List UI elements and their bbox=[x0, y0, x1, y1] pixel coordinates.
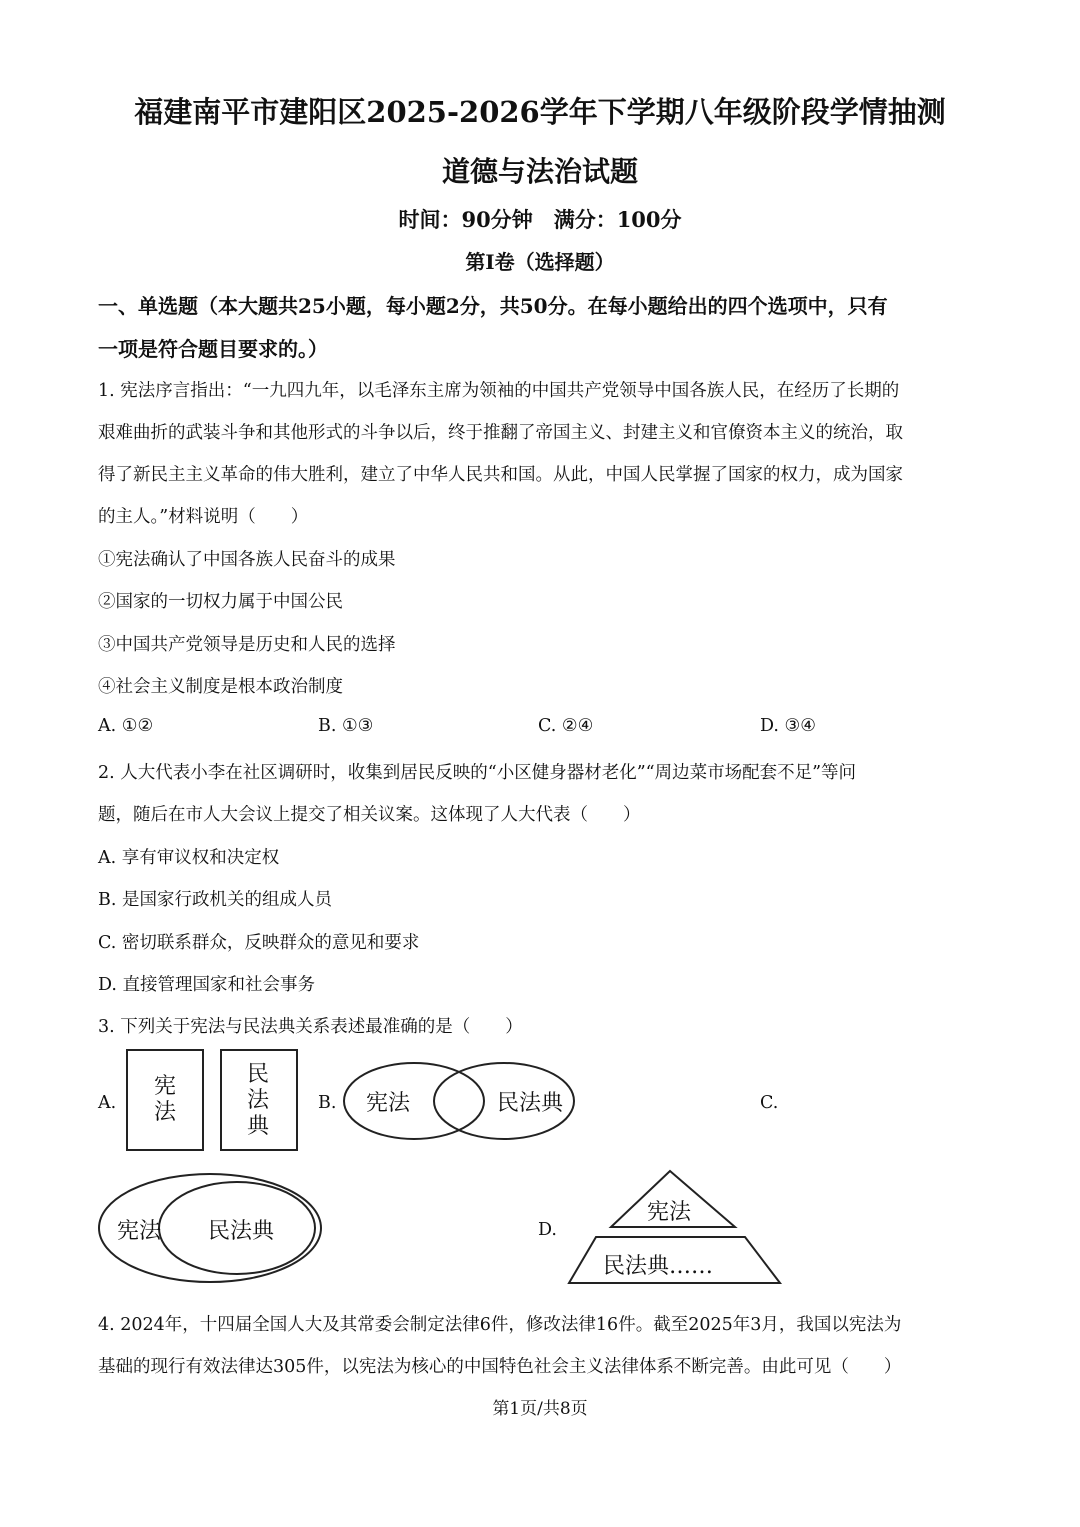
q1-stem-line: 的主人。”材料说明（ ） bbox=[98, 507, 309, 527]
q1-item: ①宪法确认了中国各族人民奋斗的成果 bbox=[98, 550, 396, 570]
q1-item: ②国家的一切权力属于中国公民 bbox=[98, 592, 343, 612]
q3-a-box2-text: 民 法 典 bbox=[246, 1062, 269, 1139]
q1-option-b[interactable]: B. ①③ bbox=[318, 716, 374, 736]
time-info: 时间：90分钟 满分：100分 bbox=[398, 207, 682, 232]
page-number: 第1页/共8页 bbox=[492, 1399, 588, 1419]
q2-option-a[interactable]: A. 享有审议权和决定权 bbox=[98, 848, 280, 868]
volume-title: 第Ⅰ卷（选择题） bbox=[465, 250, 615, 274]
q2-stem-line: 题，随后在市人大会议上提交了相关议案。这体现了人大代表（ ） bbox=[98, 805, 641, 825]
q1-item: ④社会主义制度是根本政治制度 bbox=[98, 677, 343, 697]
q3-option-a-label[interactable]: A. bbox=[98, 1093, 117, 1113]
q4-stem-line: 4. 2024年，十四届全国人大及其常委会制定法律6件，修改法律16件。截至2025年3月，我国以宪法为 bbox=[98, 1315, 902, 1335]
section-heading-line1: 一、单选题（本大题共25小题，每小题2分，共50分。在每小题给出的四个选项中，只有 bbox=[98, 294, 888, 318]
q1-option-a[interactable]: A. ①② bbox=[98, 716, 154, 736]
q1-option-c[interactable]: C. ②④ bbox=[538, 716, 594, 736]
q3-d-top-text: 宪法 bbox=[647, 1200, 692, 1225]
q3-c-inner-text: 民法典 bbox=[208, 1219, 275, 1244]
q3-b-right-text: 民法典 bbox=[497, 1091, 564, 1116]
q3-stem: 3. 下列关于宪法与民法典关系表述最准确的是（ ） bbox=[98, 1017, 523, 1037]
q2-option-c[interactable]: C. 密切联系群众，反映群众的意见和要求 bbox=[98, 933, 420, 953]
q4-stem-line: 基础的现行有效法律达305件，以宪法为核心的中国特色社会主义法律体系不断完善。由此可见（ ） bbox=[98, 1357, 902, 1377]
q2-option-b[interactable]: B. 是国家行政机关的组成人员 bbox=[98, 890, 332, 910]
q1-option-d[interactable]: D. ③④ bbox=[760, 716, 816, 736]
q3-option-d-label[interactable]: D. bbox=[538, 1220, 557, 1240]
q3-option-c-label[interactable]: C. bbox=[760, 1093, 779, 1113]
q1-stem-line: 1. 宪法序言指出：“一九四九年，以毛泽东主席为领袖的中国共产党领导中国各族人民，在经历了长期的 bbox=[98, 381, 900, 401]
q2-option-d[interactable]: D. 直接管理国家和社会事务 bbox=[98, 975, 316, 995]
q3-a-box1-text: 宪 法 bbox=[153, 1074, 176, 1125]
q2-stem-line: 2. 人大代表小李在社区调研时，收集到居民反映的“小区健身器材老化”“周边菜市场配套不足”等问 bbox=[98, 763, 857, 783]
q3-option-b-label[interactable]: B. bbox=[318, 1093, 337, 1113]
q1-stem-line: 艰难曲折的武装斗争和其他形式的斗争以后，终于推翻了帝国主义、封建主义和官僚资本主义的统治，取 bbox=[98, 423, 903, 443]
q1-item: ③中国共产党领导是历史和人民的选择 bbox=[98, 635, 396, 655]
q3-c-outer-text: 宪法 bbox=[117, 1219, 162, 1244]
exam-title: 福建南平市建阳区2025-2026学年下学期八年级阶段学情抽测 bbox=[134, 95, 946, 129]
q3-b-left-text: 宪法 bbox=[366, 1091, 411, 1116]
q3-d-bottom-text: 民法典…… bbox=[603, 1254, 714, 1279]
q1-stem-line: 得了新民主主义革命的伟大胜利，建立了中华人民共和国。从此，中国人民掌握了国家的权力，成为国家 bbox=[98, 465, 903, 485]
section-heading-line2: 一项是符合题目要求的。） bbox=[98, 337, 328, 361]
subject-title: 道德与法治试题 bbox=[441, 155, 638, 188]
